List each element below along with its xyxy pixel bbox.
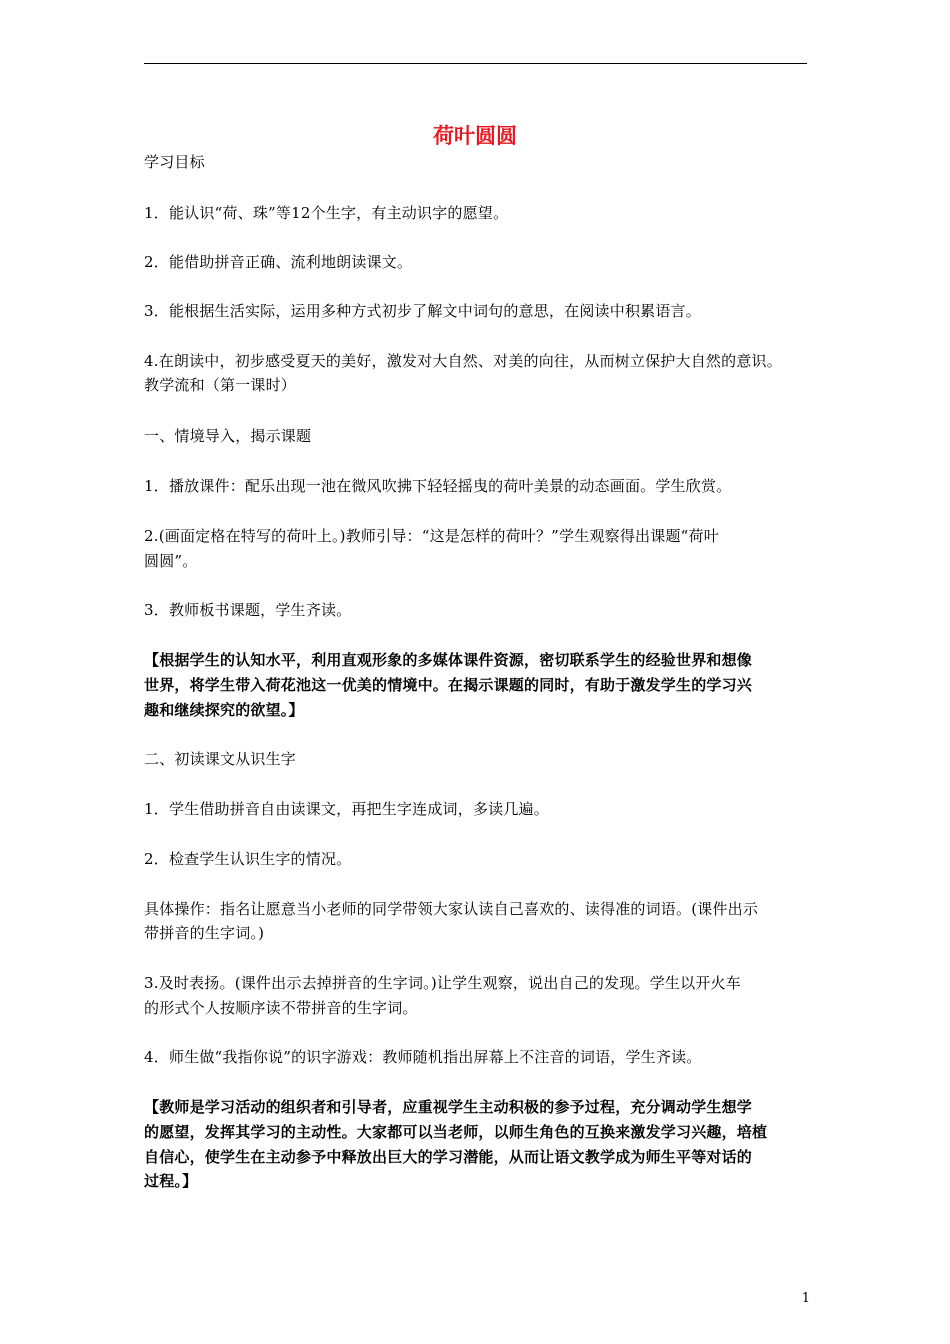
step-1-3: 3．教师板书课题，学生齐读。 <box>144 601 352 619</box>
commentary-2-line-4: 过程。】 <box>144 1172 198 1190</box>
step-2-3-line-2: 的形式个人按顺序读不带拼音的生字词。 <box>144 999 418 1017</box>
commentary-2-line-1: 【教师是学习活动的组织者和引导者，应重视学生主动积极的参予过程，充分调动学生想学 <box>144 1098 753 1116</box>
part-1-heading: 一、情境导入，揭示课题 <box>144 427 312 445</box>
commentary-2-line-3: 自信心，使学生在主动参予中释放出巨大的学习潜能，从而让语文教学成为师生平等对话的 <box>144 1148 753 1166</box>
section-heading-process: 教学流和（第一课时） <box>144 376 297 394</box>
commentary-2-line-2: 的愿望，发挥其学习的主动性。大家都可以当老师，以师生角色的互换来激发学习兴趣，培植 <box>144 1123 768 1141</box>
commentary-1-line-3: 趣和继续探究的欲望。】 <box>144 701 304 719</box>
objective-4: 4.在朗读中，初步感受夏天的美好，激发对大自然、对美的向往，从而树立保护大自然的意识。 <box>144 352 782 370</box>
step-2-1: 1．学生借助拼音自由读课文，再把生字连成词，多读几遍。 <box>144 800 549 818</box>
document-title: 荷叶圆圆 <box>433 124 517 148</box>
step-1-1: 1．播放课件：配乐出现一池在微风吹拂下轻轻摇曳的荷叶美景的动态画面。学生欣赏。 <box>144 477 732 495</box>
section-heading-objectives: 学习目标 <box>144 153 205 171</box>
objective-1: 1．能认识“荷、珠”等12个生字，有主动识字的愿望。 <box>144 204 509 222</box>
step-2-2: 2．检查学生认识生字的情况。 <box>144 850 352 868</box>
step-2-3-line-1: 3.及时表扬。(课件出示去掉拼音的生字词。)让学生观察，说出自己的发现。学生以开火车 <box>144 974 741 992</box>
step-2-4: 4．师生做“我指你说”的识字游戏：教师随机指出屏幕上不注音的词语，学生齐读。 <box>144 1048 702 1066</box>
objective-3: 3．能根据生活实际，运用多种方式初步了解文中词句的意思，在阅读中积累语言。 <box>144 302 701 320</box>
commentary-1-line-2: 世界，将学生带入荷花池这一优美的情境中。在揭示课题的同时，有助于激发学生的学习兴 <box>144 676 753 694</box>
part-2-heading: 二、初读课文从识生字 <box>144 750 297 768</box>
commentary-1-line-1: 【根据学生的认知水平，利用直观形象的多媒体课件资源，密切联系学生的经验世界和想像 <box>144 651 753 669</box>
procedure-line-1: 具体操作：指名让愿意当小老师的同学带领大家认读自己喜欢的、读得准的词语。(课件出示 <box>144 900 759 918</box>
procedure-line-2: 带拼音的生字词。) <box>144 924 265 942</box>
page-number: 1 <box>801 1291 810 1306</box>
step-1-2-line-1: 2.(画面定格在特写的荷叶上。)教师引导：“这是怎样的荷叶？”学生观察得出课题“荷叶 <box>144 527 719 545</box>
step-1-2-line-2: 圆圆”。 <box>144 552 198 570</box>
objective-2: 2．能借助拼音正确、流利地朗读课文。 <box>144 253 413 271</box>
header-rule <box>144 63 807 64</box>
